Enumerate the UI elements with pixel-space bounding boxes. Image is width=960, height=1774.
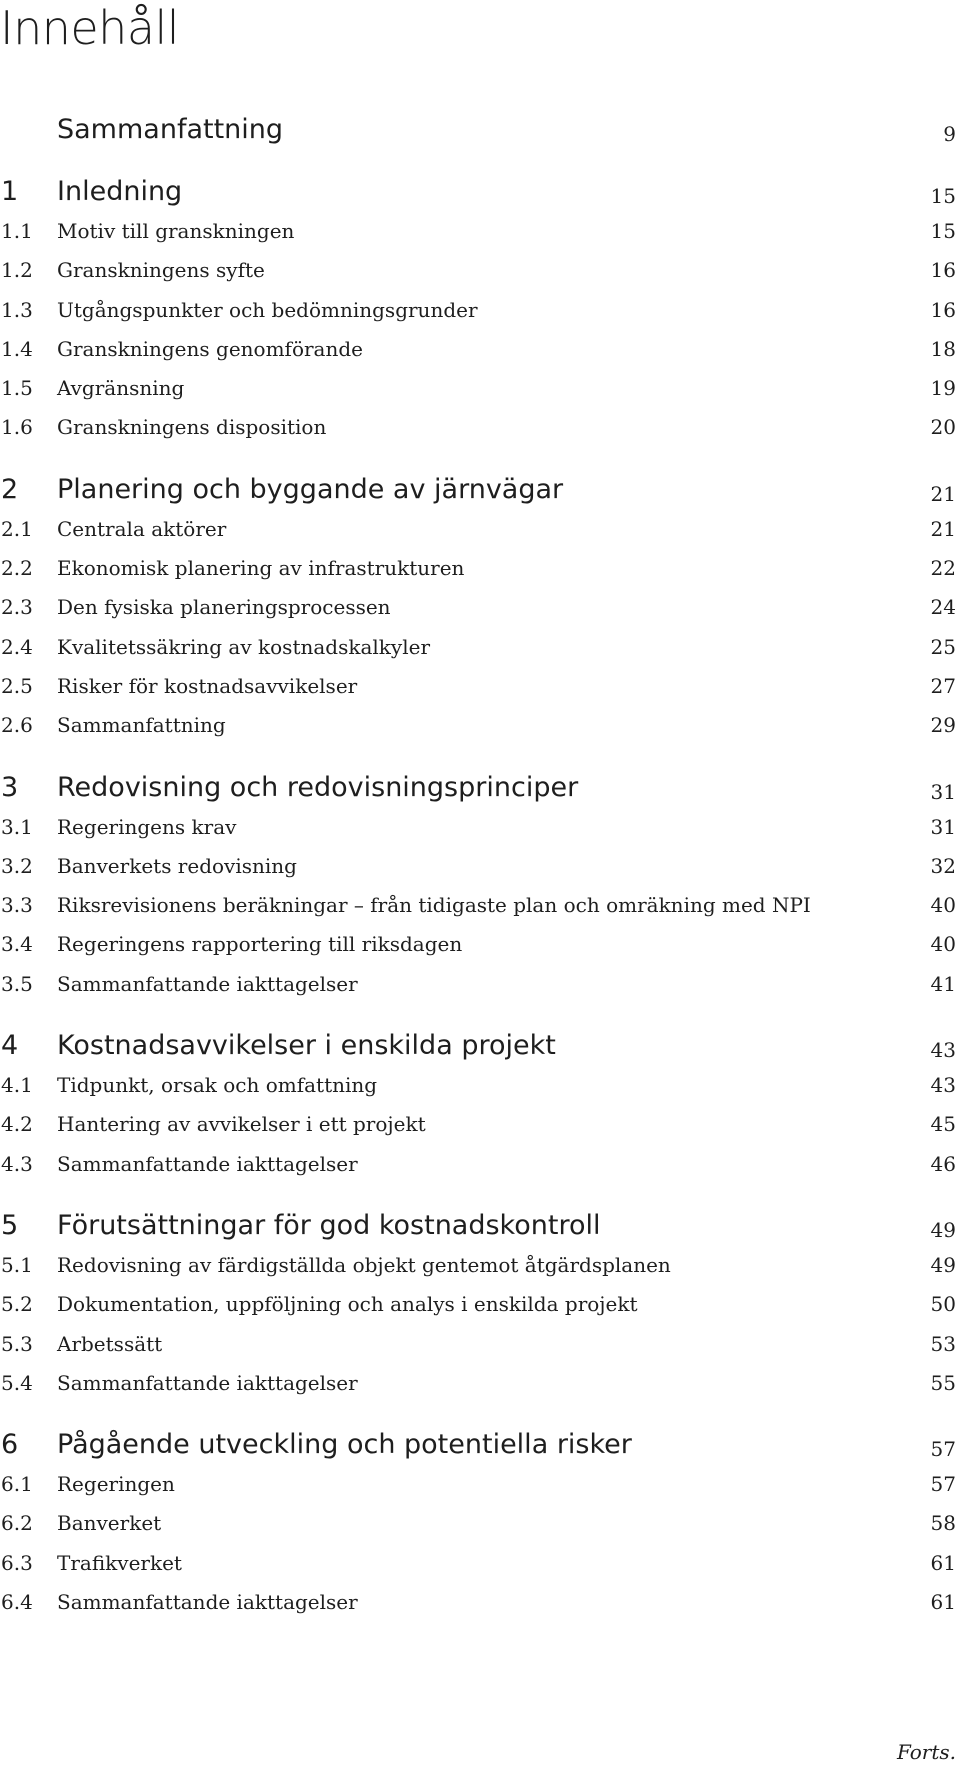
toc-section-row[interactable] bbox=[0, 408, 960, 447]
table-of-contents bbox=[0, 110, 960, 1622]
toc-entry-label: Granskningens genomförande bbox=[57, 336, 363, 361]
toc-entry-page: 49 bbox=[930, 1217, 956, 1242]
toc-entry-number: 6.1 bbox=[1, 1472, 33, 1497]
toc-entry-label: Regeringen bbox=[57, 1472, 175, 1497]
toc-entry-label: Riksrevisionens beräkningar – från tidigaste plan och omräkning med NPI bbox=[57, 893, 811, 918]
toc-entry-label: Sammanfattande iakttagelser bbox=[57, 1370, 358, 1395]
toc-section-row[interactable] bbox=[0, 510, 960, 549]
toc-entry-label: Kostnadsavvikelser i enskilda projekt bbox=[57, 1030, 556, 1062]
toc-section-row[interactable] bbox=[0, 1246, 960, 1285]
toc-entry-number: 5 bbox=[1, 1209, 19, 1241]
toc-entry-page: 18 bbox=[930, 336, 956, 361]
toc-entry-number: 6 bbox=[1, 1429, 19, 1461]
toc-section-row[interactable] bbox=[0, 1105, 960, 1144]
toc-entry-number: 6.2 bbox=[1, 1511, 33, 1536]
toc-entry-page: 49 bbox=[930, 1252, 956, 1277]
toc-entry-page: 21 bbox=[930, 481, 956, 506]
toc-entry-number: 3.2 bbox=[1, 853, 33, 878]
toc-chapter-row[interactable] bbox=[0, 172, 960, 212]
toc-entry-number: 2 bbox=[1, 473, 19, 505]
toc-entry-number: 2.1 bbox=[1, 516, 33, 541]
toc-entry-page: 57 bbox=[930, 1472, 956, 1497]
toc-entry-number: 5.4 bbox=[1, 1370, 33, 1395]
toc-entry-page: 53 bbox=[930, 1331, 956, 1356]
toc-entry-number: 3.1 bbox=[1, 814, 33, 839]
toc-entry-label: Sammanfattande iakttagelser bbox=[57, 1151, 358, 1176]
toc-entry-page: 55 bbox=[930, 1370, 956, 1395]
toc-entry-number: 3.5 bbox=[1, 971, 33, 996]
toc-section-row[interactable] bbox=[0, 1285, 960, 1324]
toc-entry-page: 19 bbox=[930, 376, 956, 401]
toc-section-row[interactable] bbox=[0, 1465, 960, 1504]
toc-section-row[interactable] bbox=[0, 1066, 960, 1105]
toc-entry-number: 3.4 bbox=[1, 932, 33, 957]
toc-entry-label: Regeringens rapportering till riksdagen bbox=[57, 932, 463, 957]
continued-label: Forts. bbox=[896, 1740, 956, 1764]
toc-chapter-row[interactable] bbox=[0, 110, 960, 150]
toc-section-row[interactable] bbox=[0, 369, 960, 408]
toc-entry-label: Utgångspunkter och bedömningsgrunder bbox=[57, 297, 478, 322]
toc-entry-page: 40 bbox=[930, 932, 956, 957]
toc-entry-number: 6.3 bbox=[1, 1550, 33, 1575]
toc-entry-label: Risker för kostnadsavvikelser bbox=[57, 673, 358, 698]
toc-entry-label: Regeringens krav bbox=[57, 814, 237, 839]
toc-entry-number: 3.3 bbox=[1, 893, 33, 918]
toc-section-row[interactable] bbox=[0, 925, 960, 964]
toc-entry-page: 22 bbox=[930, 556, 956, 581]
toc-entry-label: Redovisning av färdigställda objekt gentemot åtgärdsplanen bbox=[57, 1252, 671, 1277]
toc-section-row[interactable] bbox=[0, 212, 960, 251]
toc-entry-label: Planering och byggande av järnvägar bbox=[57, 473, 564, 505]
toc-entry-page: 16 bbox=[930, 258, 956, 283]
toc-entry-label: Motiv till granskningen bbox=[57, 219, 295, 243]
toc-entry-number: 2.3 bbox=[1, 595, 33, 620]
toc-section-row[interactable] bbox=[0, 1325, 960, 1364]
toc-chapter-row[interactable] bbox=[0, 1206, 960, 1246]
toc-entry-page: 24 bbox=[930, 595, 956, 620]
toc-entry-page: 29 bbox=[930, 713, 956, 738]
toc-chapter-row[interactable] bbox=[0, 1425, 960, 1465]
toc-section-row[interactable] bbox=[0, 886, 960, 925]
toc-entry-page: 9 bbox=[943, 122, 956, 146]
toc-entry-number: 2.2 bbox=[1, 556, 33, 581]
toc-entry-page: 40 bbox=[930, 893, 956, 918]
toc-entry-number: 2.6 bbox=[1, 713, 33, 738]
toc-entry-number: 1.1 bbox=[1, 219, 33, 243]
toc-entry-label: Banverkets redovisning bbox=[57, 853, 297, 878]
toc-entry-page: 15 bbox=[930, 219, 956, 243]
toc-entry-label: Förutsättningar för god kostnadskontroll bbox=[57, 1209, 601, 1241]
toc-entry-number: 1.3 bbox=[1, 297, 33, 322]
toc-entry-number: 4.2 bbox=[1, 1112, 33, 1137]
toc-entry-label: Sammanfattande iakttagelser bbox=[57, 971, 358, 996]
toc-entry-number: 1.6 bbox=[1, 415, 33, 440]
toc-entry-number: 4.3 bbox=[1, 1151, 33, 1176]
toc-entry-label: Centrala aktörer bbox=[57, 516, 227, 541]
page-title: Innehåll bbox=[0, 1, 180, 55]
toc-entry-label: Sammanfattning bbox=[57, 114, 284, 145]
toc-entry-label: Kvalitetssäkring av kostnadskalkyler bbox=[57, 634, 430, 659]
toc-entry-number: 2.5 bbox=[1, 673, 33, 698]
toc-entry-number: 1 bbox=[1, 176, 19, 207]
toc-entry-label: Avgränsning bbox=[57, 376, 185, 401]
toc-entry-label: Hantering av avvikelser i ett projekt bbox=[57, 1112, 426, 1137]
toc-entry-page: 43 bbox=[930, 1038, 956, 1063]
toc-entry-page: 58 bbox=[930, 1511, 956, 1536]
toc-entry-label: Arbetssätt bbox=[57, 1331, 163, 1356]
toc-entry-number: 1.5 bbox=[1, 376, 33, 401]
toc-section-row[interactable] bbox=[0, 1544, 960, 1583]
toc-entry-page: 25 bbox=[930, 634, 956, 659]
toc-section-row[interactable] bbox=[0, 588, 960, 627]
toc-section-row[interactable] bbox=[0, 251, 960, 290]
toc-entry-page: 41 bbox=[930, 971, 956, 996]
toc-entry-page: 43 bbox=[930, 1073, 956, 1098]
toc-entry-number: 6.4 bbox=[1, 1590, 33, 1615]
toc-section-row[interactable] bbox=[0, 549, 960, 588]
toc-entry-number: 2.4 bbox=[1, 634, 33, 659]
toc-section-row[interactable] bbox=[0, 628, 960, 667]
toc-section-row[interactable] bbox=[0, 847, 960, 886]
toc-section-row[interactable] bbox=[0, 1364, 960, 1403]
toc-entry-label: Ekonomisk planering av infrastrukturen bbox=[57, 556, 465, 581]
toc-entry-label: Sammanfattande iakttagelser bbox=[57, 1590, 358, 1615]
toc-entry-number: 1.2 bbox=[1, 258, 33, 283]
toc-section-row[interactable] bbox=[0, 706, 960, 745]
toc-entry-number: 5.1 bbox=[1, 1252, 33, 1277]
toc-entry-number: 4.1 bbox=[1, 1073, 33, 1098]
toc-entry-label: Inledning bbox=[57, 176, 183, 207]
toc-entry-label: Tidpunkt, orsak och omfattning bbox=[57, 1073, 378, 1098]
toc-section-row[interactable] bbox=[0, 965, 960, 1004]
toc-entry-page: 31 bbox=[930, 779, 956, 804]
toc-entry-label: Dokumentation, uppföljning och analys i enskilda projekt bbox=[57, 1292, 638, 1317]
toc-entry-label: Redovisning och redovisningsprinciper bbox=[57, 771, 579, 803]
toc-entry-label: Pågående utveckling och potentiella risker bbox=[57, 1429, 632, 1461]
toc-entry-page: 21 bbox=[930, 516, 956, 541]
toc-entry-label: Sammanfattning bbox=[57, 713, 226, 738]
toc-entry-label: Trafikverket bbox=[57, 1550, 182, 1575]
toc-entry-label: Granskningens disposition bbox=[57, 415, 327, 440]
toc-entry-page: 31 bbox=[930, 814, 956, 839]
toc-section-row[interactable] bbox=[0, 1504, 960, 1543]
toc-entry-page: 16 bbox=[930, 297, 956, 322]
toc-entry-label: Granskningens syfte bbox=[57, 258, 265, 283]
toc-entry-page: 45 bbox=[930, 1112, 956, 1137]
toc-entry-page: 32 bbox=[930, 853, 956, 878]
toc-entry-label: Banverket bbox=[57, 1511, 162, 1536]
toc-chapter-row[interactable] bbox=[0, 470, 960, 510]
toc-entry-page: 15 bbox=[930, 184, 956, 208]
toc-entry-page: 61 bbox=[930, 1590, 956, 1615]
toc-entry-label: Den fysiska planeringsprocessen bbox=[57, 595, 391, 620]
toc-entry-page: 57 bbox=[930, 1437, 956, 1462]
toc-entry-page: 20 bbox=[930, 415, 956, 440]
toc-section-row[interactable] bbox=[0, 808, 960, 847]
toc-chapter-row[interactable] bbox=[0, 768, 960, 808]
toc-section-row[interactable] bbox=[0, 1583, 960, 1622]
toc-entry-page: 50 bbox=[930, 1292, 956, 1317]
toc-entry-number: 3 bbox=[1, 771, 19, 803]
toc-entry-page: 27 bbox=[930, 673, 956, 698]
toc-chapter-row[interactable] bbox=[0, 1026, 960, 1066]
toc-entry-number: 4 bbox=[1, 1030, 19, 1062]
toc-entry-page: 61 bbox=[930, 1550, 956, 1575]
toc-section-row[interactable] bbox=[0, 291, 960, 330]
toc-entry-number: 1.4 bbox=[1, 336, 33, 361]
toc-entry-number: 5.2 bbox=[1, 1292, 33, 1317]
toc-entry-number: 5.3 bbox=[1, 1331, 33, 1356]
toc-section-row[interactable] bbox=[0, 1145, 960, 1184]
toc-section-row[interactable] bbox=[0, 330, 960, 369]
toc-entry-page: 46 bbox=[930, 1151, 956, 1176]
toc-section-row[interactable] bbox=[0, 667, 960, 706]
